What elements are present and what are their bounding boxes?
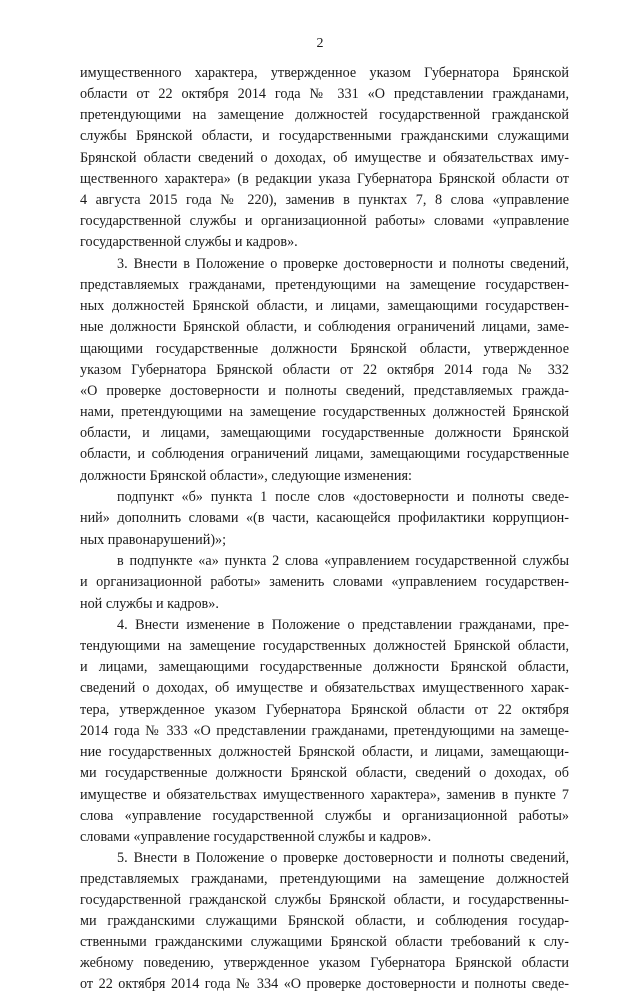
text-line: имуществе и обязательствах имущественного характера», заменив в пункте 7 (80, 787, 569, 803)
text-line: нами, претендующими на замещение государственных должностей Брянской (80, 404, 569, 420)
text-line: ми гражданскими служащими Брянской области, и соблюдения государ- (80, 913, 569, 929)
text-line: и лицами, замещающими государственные должности Брянской области, (80, 659, 569, 675)
text-line: слова «управление государственной службы и организационной работы» (80, 808, 569, 824)
text-line: ми государственные должности Брянской области, сведений о доходах, об (80, 765, 569, 781)
text-line: 4. Внести изменение в Положение о представлении гражданами, пре- (117, 617, 569, 633)
text-line: 3. Внести в Положение о проверке достоверности и полноты сведений, (117, 256, 569, 272)
text-line: государственной службы и организационной работы» словами «управление (80, 213, 569, 229)
text-line: 2014 года № 333 «О представлении гражданами, претендующими на замеще- (80, 723, 569, 739)
text-line: государственной службы и кадров». (80, 234, 298, 250)
text-line: щественного характера» (в редакции указа Губернатора Брянской области от (80, 171, 569, 187)
text-line: в подпункте «а» пункта 2 слова «управлением государственной службы (117, 553, 569, 569)
text-line: 4 августа 2015 года № 220), заменив в пунктах 7, 8 слова «управление (80, 192, 569, 208)
text-line: «О проверке достоверности и полноты сведений, представляемых гражда- (80, 383, 569, 399)
text-line: представляемых гражданами, претендующими на замещение должностей (80, 871, 569, 887)
text-line: ных должностей Брянской области, и лицами, замещающими государствен- (80, 298, 569, 314)
text-line: словами «управление государственной службы и кадров». (80, 829, 432, 845)
text-line: ственными гражданскими служащими Брянской области требований к слу- (80, 934, 569, 950)
text-line: области, и соблюдения ограничений лицами, замещающими государственные (80, 446, 569, 462)
text-line: ной службы и кадров». (80, 596, 219, 612)
text-line: жебному поведению, утвержденное указом Губернатора Брянской области (80, 955, 569, 971)
text-line: подпункт «б» пункта 1 после слов «достоверности и полноты сведе- (117, 489, 569, 505)
page-number: 2 (316, 36, 324, 51)
text-line: государственной гражданской службы Брянской области, и государственны- (80, 892, 569, 908)
text-line: ние государственных должностей Брянской области, и лицами, замещающи- (80, 744, 569, 760)
text-line: области, и лицами, замещающими государственные должности Брянской (80, 425, 569, 441)
text-line: указом Губернатора Брянской области от 22 октября 2014 года № 332 (80, 362, 569, 378)
text-line: претендующими на замещение должностей государственной гражданской (80, 107, 569, 123)
text-line: тера, утвержденное указом Губернатора Брянской области от 22 октября (80, 702, 569, 718)
text-line: от 22 октября 2014 года № 334 «О проверке достоверности и полноты сведе- (80, 976, 569, 992)
text-line: ний» дополнить словами «(в части, касающейся профилактики коррупцион- (80, 510, 569, 526)
text-line: и организационной работы» заменить словами «управлением государствен- (80, 574, 569, 590)
text-line: представляемых гражданами, претендующими на замещение государствен- (80, 277, 569, 293)
text-line: ные должности Брянской области, и соблюдения ограничений лицами, заме- (80, 319, 569, 335)
text-line: сведений о доходах, об имуществе и обязательствах имущественного харак- (80, 680, 569, 696)
text-line: области от 22 октября 2014 года № 331 «О представлении гражданами, (80, 86, 569, 102)
text-line: службы Брянской области, и государственными гражданскими служащими (80, 128, 569, 144)
text-line: тендующими на замещение государственных должностей Брянской области, (80, 638, 569, 654)
text-line: должности Брянской области», следующие изменения: (80, 468, 412, 484)
text-line: ных правонарушений)»; (80, 532, 227, 548)
text-line: Брянской области сведений о доходах, об имуществе и обязательствах иму- (80, 150, 569, 166)
text-line: 5. Внести в Положение о проверке достоверности и полноты сведений, (117, 850, 569, 866)
text-line: имущественного характера, утвержденное указом Губернатора Брянской (80, 65, 569, 81)
text-line: щающими государственные должности Брянской области, утвержденное (80, 341, 569, 357)
